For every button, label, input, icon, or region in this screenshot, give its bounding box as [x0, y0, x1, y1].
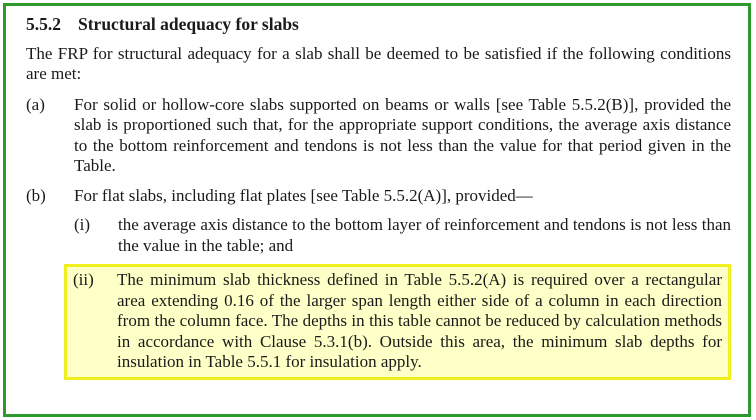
list-item-label: (a): [26, 94, 45, 114]
intro-paragraph: The FRP for structural adequacy for a slab shall be deemed to be satisfied if the following conditions are met:: [26, 43, 731, 83]
sub-item-text: the average axis distance to the bottom layer of reinforcement and tendons is not less than the value in the table; and: [118, 215, 731, 255]
list-item-label: (b): [26, 185, 46, 205]
sub-item-text: The minimum slab thickness defined in Table 5.5.2(A) is required over a rectangular area extending 0.16 of the larger span length either side of a column in each direction from the column face. The depths in this table cannot be reduced by calculation methods in accordance with Clause 5.3.1(b). Outside this area, the minimum slab depths for insulation in Table 5.5.1 for insulation apply.: [117, 270, 722, 371]
list-item-text: For flat slabs, including flat plates [see Table 5.5.2(A)], provided—: [74, 185, 533, 205]
list-item-b: [26, 186, 731, 207]
section-heading: [26, 14, 731, 35]
list-item-text: For solid or hollow-core slabs supported on beams or walls [see Table 5.5.2(B)], provided the slab is proportioned such that, for the appropriate support conditions, the average axis distance to the bottom reinforcement and tendons is not less than the value for that period given in the Table.: [74, 94, 731, 175]
section-title: Structural adequacy for slabs: [78, 14, 299, 34]
highlighted-sub-item-ii: [64, 264, 731, 380]
sub-item-label: (i): [74, 215, 91, 234]
sub-item-i: [74, 215, 731, 256]
document-frame: [3, 3, 751, 417]
section-number: 5.5.2: [26, 14, 61, 34]
sub-item-label: (ii): [73, 270, 94, 289]
list-item-a: [26, 95, 731, 177]
document-content: [26, 14, 731, 380]
